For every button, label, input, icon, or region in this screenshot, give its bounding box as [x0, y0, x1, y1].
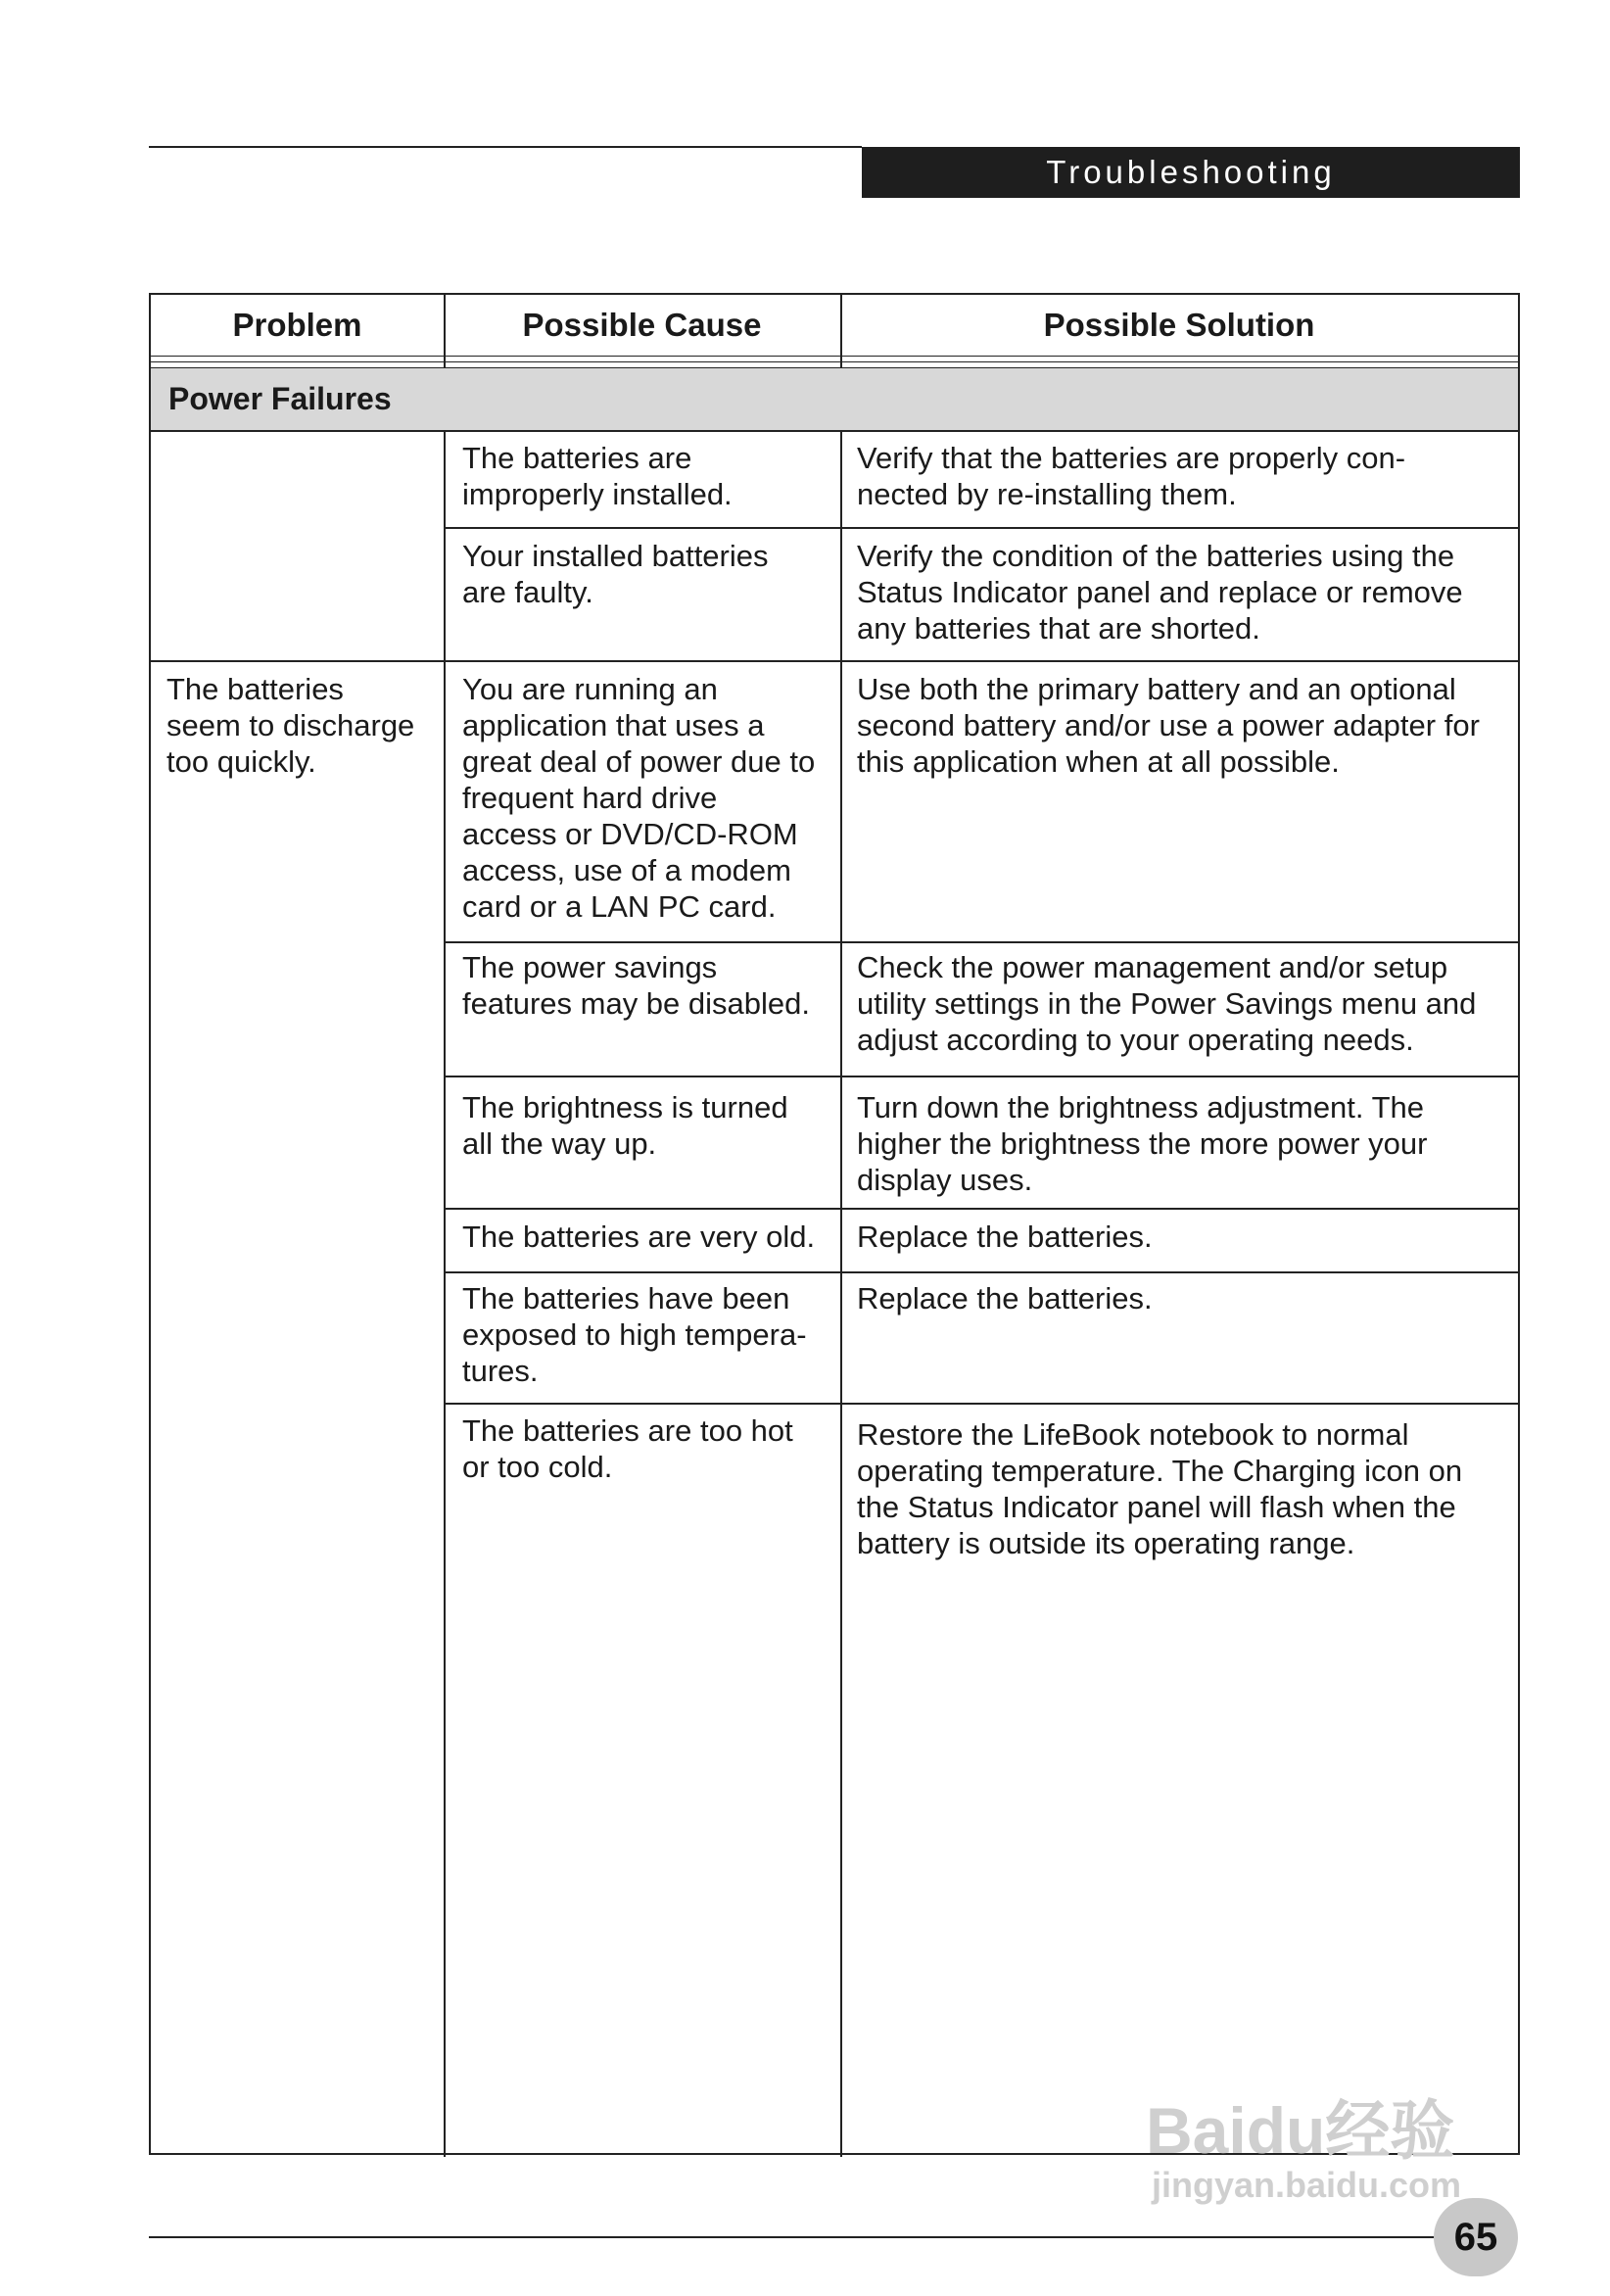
solution-cell: Replace the batteries.: [857, 1281, 1153, 1315]
cause-cell: The batteries are too hot or too cold.: [462, 1413, 793, 1484]
troubleshooting-table: [149, 293, 1520, 2155]
column-header-problem: Problem: [232, 307, 362, 343]
column-header-cause: Possible Cause: [522, 307, 762, 343]
column-divider: [840, 295, 842, 367]
row-divider: [444, 1403, 1520, 1405]
solution-cell: Restore the LifeBook notebook to normal operating temperature. The Charging icon on the Status Indicator panel will flash when the battery is outside its operating range.: [857, 1417, 1463, 1560]
row-divider: [444, 1208, 1520, 1210]
section-title: Troubleshooting: [862, 147, 1520, 198]
row-divider: [151, 660, 1520, 662]
solution-cell: Verify that the batteries are properly con- nected by re-installing them.: [857, 441, 1406, 511]
footer-rule: [149, 2236, 1442, 2238]
column-divider: [444, 295, 446, 367]
cause-cell: Your installed batteries are faulty.: [462, 539, 769, 609]
row-divider: [444, 941, 1520, 943]
header-rule: [149, 146, 862, 148]
header-divider: [151, 356, 1518, 357]
watermark-url: jingyan.baidu.com: [1152, 2165, 1462, 2205]
cause-cell: The batteries have been exposed to high tempera- tures.: [462, 1281, 807, 1388]
cause-cell: The batteries are very old.: [462, 1220, 816, 1254]
solution-cell: Use both the primary battery and an optional second battery and/or use a power adapter for this application when at all possible.: [857, 672, 1480, 779]
header-divider: [151, 361, 1518, 362]
cause-cell: You are running an application that uses a great deal of power due to frequent hard drive access or DVD/CD-ROM access, use of a modem card or a LAN PC card.: [462, 672, 816, 924]
watermark-brand: Baidu经验: [1146, 2094, 1455, 2167]
page-number: 65: [1434, 2198, 1518, 2276]
column-header-solution: Possible Solution: [1043, 307, 1315, 343]
solution-cell: Verify the condition of the batteries using the Status Indicator panel and replace or remove any batteries that are shorted.: [857, 539, 1463, 646]
solution-cell: Turn down the brightness adjustment. The higher the brightness the more power your display uses.: [857, 1090, 1428, 1197]
column-divider: [840, 432, 842, 2157]
solution-cell: Replace the batteries.: [857, 1220, 1153, 1254]
row-divider: [444, 527, 1520, 529]
row-divider: [444, 1271, 1520, 1273]
solution-cell: Check the power management and/or setup utility settings in the Power Savings menu and adjust according to your operating needs.: [857, 950, 1477, 1057]
column-divider: [444, 432, 446, 2157]
cause-cell: The brightness is turned all the way up.: [462, 1090, 788, 1161]
cause-cell: The power savings features may be disabled.: [462, 950, 810, 1021]
cause-cell: The batteries are improperly installed.: [462, 441, 733, 511]
row-divider: [444, 1076, 1520, 1077]
table-header-row: [151, 295, 1518, 356]
problem-cell: The batteries seem to discharge too quickly.: [166, 672, 415, 779]
section-heading: Power Failures: [151, 367, 1518, 432]
